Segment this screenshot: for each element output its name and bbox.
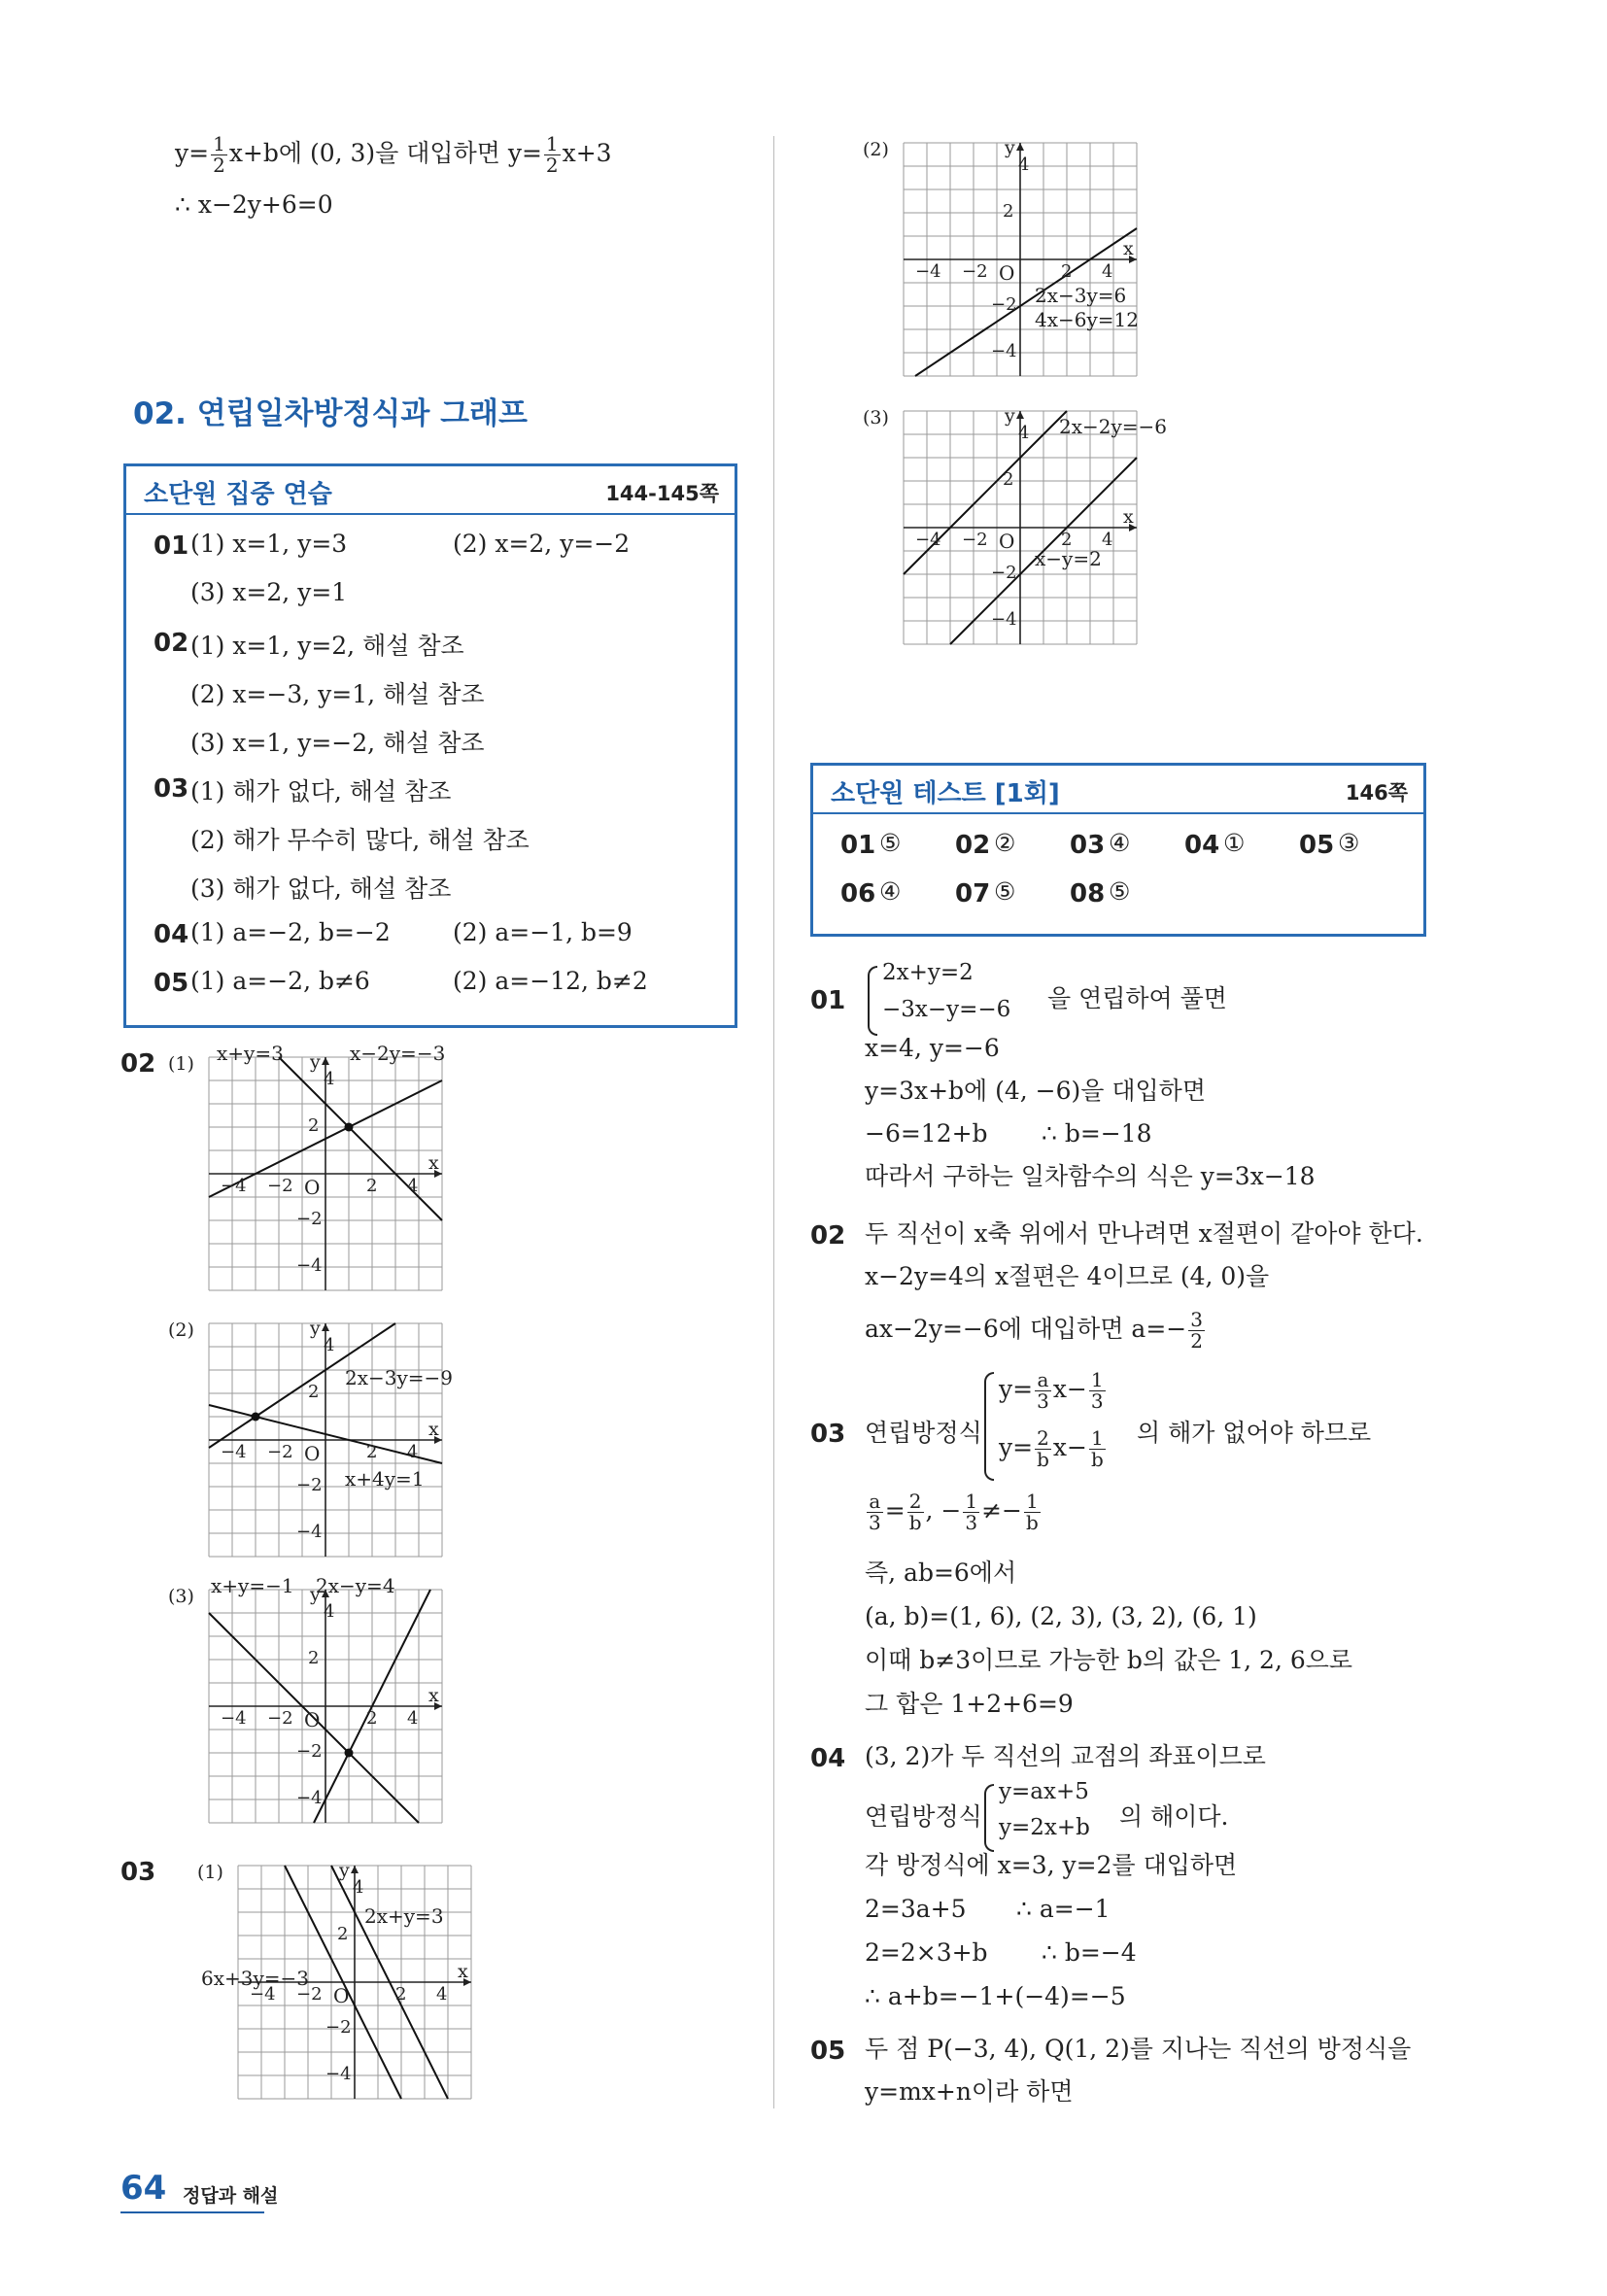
- equation-label: 4x−6y=12: [1035, 308, 1139, 331]
- equation-label: 6x+3y=−3: [201, 1967, 310, 1990]
- sol02-line1: 두 직선이 x축 위에서 만나려면 x절편이 같아야 한다.: [865, 1219, 1423, 1248]
- answer-number: 05: [154, 969, 189, 998]
- tick-label: 2: [366, 1442, 378, 1462]
- practice-box-header: [126, 466, 735, 515]
- tick-label: 4: [436, 1984, 448, 2005]
- column-divider: [773, 136, 774, 2108]
- top-line-2: ∴ x−2y+6=0: [175, 190, 333, 219]
- intersection-point: [252, 1413, 260, 1422]
- tick-label: 4: [407, 1176, 419, 1196]
- equation-label: x+4y=1: [345, 1467, 425, 1491]
- top-line-1-a: y=: [175, 139, 210, 167]
- sol04-line5a: 2=2×3+b: [865, 1938, 988, 1967]
- origin-label: O: [333, 1984, 350, 2007]
- tick-label: −2: [991, 294, 1017, 315]
- x-axis-label: x: [1123, 506, 1134, 528]
- sol05-line1: 두 점 P(−3, 4), Q(1, 2)를 지나는 직선의 방정식을: [865, 2035, 1412, 2063]
- tick-label: 4: [1102, 261, 1113, 282]
- tick-label: −2: [267, 1708, 293, 1729]
- origin-label: O: [304, 1176, 321, 1199]
- coordinate-graph: [209, 1057, 442, 1290]
- sol01-eq2: −3x−y=−6: [882, 997, 1011, 1022]
- fraction: $\frac{1}{2}$: [545, 132, 559, 177]
- solution-04-num: 04: [810, 1744, 846, 1773]
- y-axis-label: y: [1005, 405, 1015, 427]
- practice-box-title: 소단원 집중 연습: [144, 480, 332, 509]
- tick-label: 4: [324, 1601, 335, 1622]
- answer-text: (3) x=2, y=1: [190, 578, 348, 606]
- sol03-ratio: $\frac{a}{3}$ = $\frac{2}{b}$ , − $\frac{1}{3}$ ≠− $\frac{1}{b}$: [869, 1490, 1039, 1534]
- graph-part-label: (2): [863, 139, 889, 160]
- tick-label: −4: [991, 609, 1017, 630]
- sol01-line3b: ∴ b=−18: [1042, 1119, 1152, 1148]
- system-brace: [868, 966, 877, 1036]
- sol04-tail: 의 해이다.: [1119, 1802, 1229, 1831]
- tick-label: 2: [1061, 261, 1073, 282]
- tick-label: −4: [296, 1522, 323, 1542]
- answer-text: (2) a=−1, b=9: [453, 918, 633, 946]
- graph-part-label: (3): [168, 1586, 194, 1607]
- tick-label: −2: [991, 563, 1017, 583]
- top-line-1-c: x+3: [562, 139, 612, 167]
- tick-label: 4: [1018, 423, 1030, 443]
- answer-text: (2) x=−3, y=1, 해설 참조: [190, 680, 485, 708]
- sol04-lead: 연립방정식: [865, 1802, 982, 1831]
- tick-label: −2: [267, 1442, 293, 1462]
- sol03-tail: 의 해가 없어야 하므로: [1137, 1419, 1372, 1447]
- coordinate-graph: [209, 1323, 442, 1557]
- equation-label: 2x−y=4: [316, 1574, 395, 1597]
- tick-label: −2: [962, 530, 988, 550]
- tick-label: 2: [395, 1984, 407, 2005]
- sol04-line4b: ∴ a=−1: [1016, 1895, 1111, 1923]
- graph-svg: [209, 1323, 442, 1557]
- sol05-line2: y=mx+n이라 하면: [865, 2077, 1074, 2106]
- tick-label: −2: [267, 1176, 293, 1196]
- sol03-eq2: y= $\frac{2}{b}$ x− $\frac{1}{b}$: [999, 1426, 1104, 1471]
- tick-label: 2: [1003, 469, 1014, 490]
- solution-03-num: 03: [810, 1420, 846, 1449]
- answer-text: (2) a=−12, b≠2: [453, 967, 648, 995]
- test-answer-choice: ④: [1109, 829, 1131, 857]
- test-answer-choice: ②: [994, 829, 1016, 857]
- tick-label: −4: [296, 1788, 323, 1808]
- page-number: 64: [120, 2169, 167, 2208]
- sol01-tail: 을 연립하여 풀면: [1047, 984, 1227, 1012]
- sol01-line2: y=3x+b에 (4, −6)을 대입하면: [865, 1077, 1206, 1105]
- tick-label: 2: [1061, 530, 1073, 550]
- system-brace: [984, 1372, 994, 1481]
- y-axis-arrow: [1016, 143, 1024, 151]
- sol04-eq2: y=2x+b: [999, 1815, 1090, 1840]
- answer-number: 02: [154, 629, 189, 658]
- graph-svg: [904, 411, 1137, 644]
- answer-text: (3) x=1, y=−2, 해설 참조: [190, 729, 485, 757]
- sol01-line3a: −6=12+b: [865, 1119, 988, 1148]
- test-box-page: 146쪽: [1345, 781, 1408, 805]
- graph-part-label: (2): [168, 1319, 194, 1341]
- footer-rule: [120, 2211, 264, 2213]
- origin-label: O: [999, 530, 1015, 553]
- answer-text: (2) x=2, y=−2: [453, 530, 631, 558]
- sol03-line2: 즉, ab=6에서: [865, 1559, 1017, 1587]
- y-axis-arrow: [322, 1323, 329, 1331]
- tick-label: 2: [337, 1924, 349, 1944]
- fraction: $\frac{1}{2}$: [213, 132, 225, 177]
- top-line-1-b: x+b에 (0, 3)을 대입하면 y=: [228, 139, 542, 167]
- tick-label: −4: [991, 341, 1017, 361]
- y-axis-label: y: [1005, 137, 1015, 158]
- tick-label: 2: [1003, 201, 1014, 222]
- sol04-eq1: y=ax+5: [999, 1779, 1089, 1804]
- fraction: $\frac{3}{2}$: [1190, 1308, 1203, 1353]
- question-03-label: 03: [120, 1858, 156, 1887]
- graph-svg: [209, 1590, 442, 1823]
- answer-text: (1) a=−2, b≠6: [190, 967, 370, 995]
- tick-label: 2: [366, 1708, 378, 1729]
- top-line-1: [175, 134, 612, 176]
- test-answer-number: 01: [840, 831, 876, 860]
- answer-text: (1) x=1, y=2, 해설 참조: [190, 632, 464, 660]
- test-answer-choice: ③: [1338, 829, 1360, 857]
- answer-text: (1) x=1, y=3: [190, 530, 348, 558]
- equation-label: x−2y=−3: [350, 1042, 446, 1065]
- graph-svg: [209, 1057, 442, 1290]
- origin-label: O: [304, 1708, 321, 1731]
- sol03-eq1: y= $\frac{a}{3}$ x− $\frac{1}{3}$: [999, 1368, 1104, 1413]
- sol03-line4: 이때 b≠3이므로 가능한 b의 값은 1, 2, 6으로: [865, 1646, 1353, 1674]
- x-axis-label: x: [458, 1961, 468, 1982]
- tick-label: 2: [308, 1115, 320, 1136]
- tick-label: −4: [325, 2064, 352, 2084]
- graph-part-label: (1): [197, 1862, 223, 1883]
- equation-label: 2x−3y=6: [1035, 284, 1127, 307]
- tick-label: −4: [915, 261, 941, 282]
- y-axis-label: y: [310, 1584, 321, 1605]
- sol01-line4: 따라서 구하는 일차함수의 식은 y=3x−18: [865, 1162, 1316, 1190]
- test-answer-number: 08: [1070, 879, 1106, 908]
- equation-label: 2x+y=3: [364, 1904, 444, 1928]
- graph-part-label: (3): [863, 407, 889, 428]
- footer-text: 정답과 해설: [183, 2185, 279, 2207]
- y-axis-label: y: [310, 1051, 321, 1073]
- tick-label: −2: [296, 1475, 323, 1495]
- sol03-line5: 그 합은 1+2+6=9: [865, 1690, 1074, 1718]
- tick-label: 2: [366, 1176, 378, 1196]
- solution-01-num: 01: [810, 986, 846, 1015]
- origin-label: O: [999, 261, 1015, 285]
- test-box-title: 소단원 테스트 [1회]: [831, 779, 1060, 808]
- tick-label: 2: [308, 1648, 320, 1668]
- tick-label: −2: [962, 261, 988, 282]
- sol03-lead: 연립방정식: [865, 1419, 982, 1447]
- coordinate-graph: [904, 411, 1137, 644]
- practice-answer-box: [123, 463, 737, 1028]
- sol04-line1: (3, 2)가 두 직선의 교점의 좌표이므로: [865, 1742, 1266, 1770]
- tick-label: −4: [296, 1255, 323, 1276]
- y-axis-arrow: [1016, 411, 1024, 419]
- answer-number: 01: [154, 531, 189, 561]
- sol04-line3: 각 방정식에 x=3, y=2를 대입하면: [865, 1851, 1238, 1879]
- sol04-line5b: ∴ b=−4: [1042, 1938, 1137, 1967]
- test-answer-box: [810, 763, 1426, 937]
- tick-label: −2: [325, 2017, 352, 2038]
- y-axis-arrow: [351, 1866, 359, 1873]
- test-answer-number: 04: [1184, 831, 1220, 860]
- coordinate-graph: [904, 143, 1137, 376]
- solution-05-num: 05: [810, 2037, 846, 2066]
- test-answer-choice: ⑤: [1109, 877, 1131, 906]
- section-title: 02. 연립일차방정식과 그래프: [133, 396, 528, 431]
- sol03-line3: (a, b)=(1, 6), (2, 3), (3, 2), (6, 1): [865, 1602, 1257, 1630]
- sol01-eq1: 2x+y=2: [882, 960, 974, 985]
- sol04-line6: ∴ a+b=−1+(−4)=−5: [865, 1982, 1126, 2010]
- intersection-point: [345, 1749, 354, 1758]
- tick-label: 2: [308, 1382, 320, 1402]
- tick-label: −2: [296, 1209, 323, 1229]
- test-answer-number: 06: [840, 879, 876, 908]
- question-02-label: 02: [120, 1049, 156, 1079]
- equation-label: x+y=−1: [211, 1574, 294, 1597]
- answer-text: (1) 해가 없다, 해설 참조: [190, 777, 452, 805]
- tick-label: −4: [915, 530, 941, 550]
- y-axis-label: y: [310, 1318, 321, 1339]
- tick-label: 4: [324, 1335, 335, 1355]
- test-answer-number: 03: [1070, 831, 1106, 860]
- test-answer-number: 05: [1299, 831, 1335, 860]
- origin-label: O: [304, 1442, 321, 1465]
- test-answer-number: 07: [955, 879, 991, 908]
- test-answer-choice: ⑤: [879, 829, 902, 857]
- y-axis-label: y: [339, 1860, 350, 1881]
- sol01-line1: x=4, y=−6: [865, 1034, 1000, 1062]
- sol02-line3: ax−2y=−6에 대입하면 a=− $\frac{3}{2}$: [865, 1308, 1203, 1353]
- sol04-line4a: 2=3a+5: [865, 1895, 967, 1923]
- system-brace: [984, 1784, 994, 1852]
- x-axis-label: x: [428, 1685, 439, 1706]
- answer-text: (1) a=−2, b=−2: [190, 918, 391, 946]
- test-answer-choice: ④: [879, 877, 902, 906]
- tick-label: 4: [407, 1708, 419, 1729]
- x-axis-label: x: [428, 1419, 439, 1440]
- tick-label: −4: [221, 1708, 247, 1729]
- equation-label: x+y=3: [217, 1042, 284, 1065]
- tick-label: 4: [1018, 154, 1030, 175]
- intersection-point: [345, 1123, 354, 1132]
- tick-label: −4: [221, 1442, 247, 1462]
- x-axis-label: x: [428, 1152, 439, 1174]
- equation-label: x−y=2: [1035, 547, 1102, 570]
- tick-label: 4: [353, 1877, 364, 1898]
- answer-number: 03: [154, 774, 189, 804]
- tick-label: −2: [296, 1984, 323, 2005]
- sol02-line2: x−2y=4의 x절편은 4이므로 (4, 0)을: [865, 1262, 1270, 1290]
- answer-text: (2) 해가 무수히 많다, 해설 참조: [190, 826, 530, 854]
- answer-number: 04: [154, 920, 189, 949]
- y-axis-arrow: [322, 1057, 329, 1065]
- practice-box-page: 144-145쪽: [605, 482, 719, 505]
- tick-label: 4: [407, 1442, 419, 1462]
- coordinate-graph: [209, 1590, 442, 1823]
- tick-label: 4: [1102, 530, 1113, 550]
- solution-02-num: 02: [810, 1221, 846, 1251]
- graph-part-label: (1): [168, 1053, 194, 1075]
- test-box-header: [813, 766, 1423, 814]
- tick-label: −4: [250, 1984, 276, 2005]
- tick-label: −4: [221, 1176, 247, 1196]
- test-answer-choice: ①: [1223, 829, 1246, 857]
- tick-label: −2: [296, 1741, 323, 1762]
- equation-label: 2x−3y=−9: [345, 1366, 454, 1389]
- tick-label: 4: [324, 1069, 335, 1089]
- test-answer-number: 02: [955, 831, 991, 860]
- x-axis-label: x: [1123, 238, 1134, 259]
- answer-text: (3) 해가 없다, 해설 참조: [190, 874, 452, 903]
- equation-label: 2x−2y=−6: [1059, 415, 1168, 438]
- test-answer-choice: ⑤: [994, 877, 1016, 906]
- graph-svg: [904, 143, 1137, 376]
